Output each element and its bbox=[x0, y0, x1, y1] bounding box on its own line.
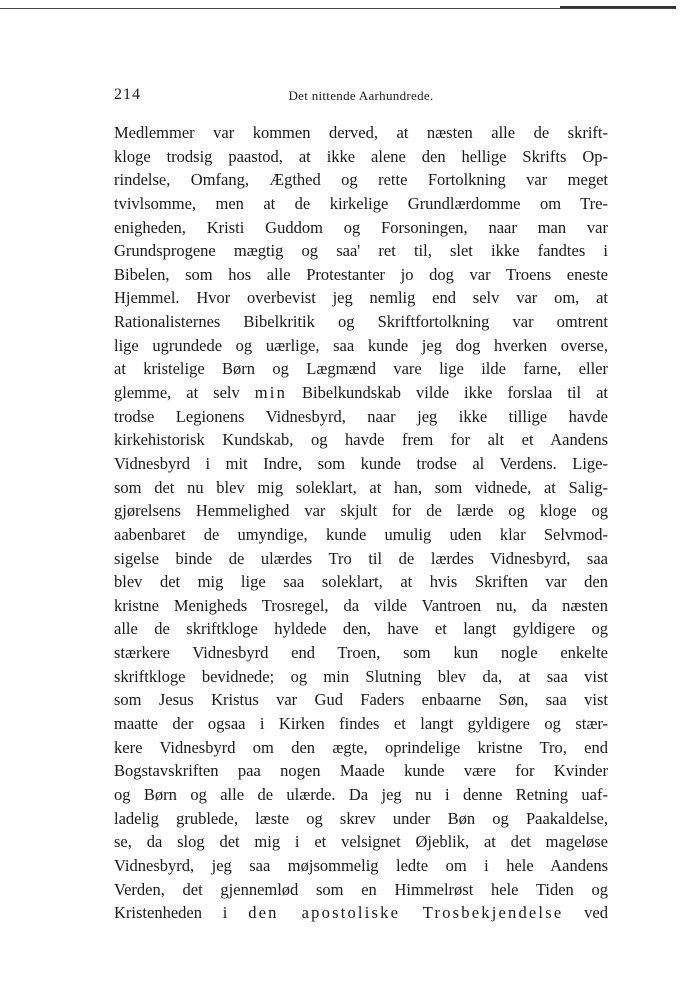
text-line: maatte der ogsaa i Kirken findes et langt gyldigere og stær- bbox=[114, 714, 608, 734]
text-line: se, da slog det mig i et velsignet Øjeblik, at det mageløse bbox=[114, 832, 608, 852]
text-line: at kristelige Børn og Lægmænd vare lige ilde farne, eller bbox=[114, 359, 608, 379]
text-line: alle de skriftkloge hyldede den, have et langt gyldigere og bbox=[114, 619, 608, 639]
text-line-spaced-emphasis bbox=[114, 901, 608, 925]
spaced-emphasis: min bbox=[254, 383, 288, 403]
text-line: Hjemmel. Hvor overbevist jeg nemlig end selv var om, at bbox=[114, 288, 608, 308]
text-line: Grundsprogene mægtig og saa' ret til, slet ikke fandtes i bbox=[114, 241, 608, 261]
line-segment: Bibelkundskab vilde ikke forslaa til at bbox=[287, 383, 608, 403]
line-segment: Kristenheden i bbox=[114, 903, 249, 923]
text-line: tvivlsomme, men at de kirkelige Grundlærdomme om Tre- bbox=[114, 193, 608, 213]
text-line: aabenbaret de umyndige, kunde umulig uden klar Selvmod- bbox=[114, 524, 608, 544]
body-text bbox=[114, 121, 608, 925]
text-line: skriftkloge bevidnede; og min Slutning blev da, at saa vist bbox=[114, 666, 608, 686]
text-line: Verden, det gjennemlød som en Himmelrøst hele Tiden og bbox=[114, 879, 608, 899]
text-line: Rationalisternes Bibelkritik og Skriftfortolkning var omtrent bbox=[114, 312, 608, 332]
text-line: som Jesus Kristus var Gud Faders enbaarne Søn, saa vist bbox=[114, 690, 608, 710]
text-line: kloge trodsig paastod, at ikke alene den hellige Skrifts Op- bbox=[114, 146, 608, 166]
text-line: kristne Menigheds Trosregel, da vilde Vantroen nu, da næsten bbox=[114, 595, 608, 615]
text-line: sigelse binde de ulærdes Tro til de lærdes Vidnesbyrd, saa bbox=[114, 548, 608, 568]
text-line: som det nu blev mig soleklart, at han, som vidnede, at Salig- bbox=[114, 477, 608, 497]
text-line: enigheden, Kristi Guddom og Forsoningen, naar man var bbox=[114, 217, 608, 237]
text-line: Vidnesbyrd, jeg saa møjsommelig ledte om i hele Aandens bbox=[114, 855, 608, 875]
text-line: og Børn og alle de ulærde. Da jeg nu i denne Retning uaf- bbox=[114, 784, 608, 804]
text-line: kere Vidnesbyrd om den ægte, oprindelige kristne Tro, end bbox=[114, 737, 608, 757]
page-number: 214 bbox=[114, 86, 141, 103]
text-line: stærkere Vidnesbyrd end Troen, som kun nogle enkelte bbox=[114, 643, 608, 663]
text-line: kirkehistorisk Kundskab, og havde frem for alt et Aandens bbox=[114, 430, 608, 450]
text-line: blev det mig lige saa soleklart, at hvis Skriften var den bbox=[114, 572, 608, 592]
line-segment: ved bbox=[563, 903, 608, 923]
spaced-emphasis: den apostoliske Trosbekjendelse bbox=[248, 903, 564, 923]
text-line: trodse Legionens Vidnesbyrd, naar jeg ikke tillige havde bbox=[114, 406, 608, 426]
text-line: ladelig grublede, læste og skrev under Bøn og Paakaldelse, bbox=[114, 808, 608, 828]
page-header bbox=[114, 86, 608, 106]
top-border-rule-heavy bbox=[560, 6, 676, 8]
text-line-spaced-emphasis bbox=[114, 381, 608, 405]
text-line: Bibelen, som hos alle Protestanter jo dog var Troens eneste bbox=[114, 264, 608, 284]
running-head: Det nittende Aarhundrede. bbox=[288, 88, 434, 103]
text-line: Vidnesbyrd i mit Indre, som kunde trodse al Verdens. Lige- bbox=[114, 453, 608, 473]
text-line: Medlemmer var kommen derved, at næsten alle de skrift- bbox=[114, 123, 608, 142]
top-border-rule bbox=[0, 8, 676, 9]
text-line: lige ugrundede og uærlige, saa kunde jeg dog hverken overse, bbox=[114, 335, 608, 355]
text-line: gjørelsens Hemmelighed var skjult for de lærde og kloge og bbox=[114, 501, 608, 521]
text-line: Bogstavskriften paa nogen Maade kunde være for Kvinder bbox=[114, 761, 608, 781]
text-line: rindelse, Omfang, Ægthed og rette Fortolkning var meget bbox=[114, 170, 608, 190]
line-segment: glemme, at selv bbox=[114, 383, 255, 403]
